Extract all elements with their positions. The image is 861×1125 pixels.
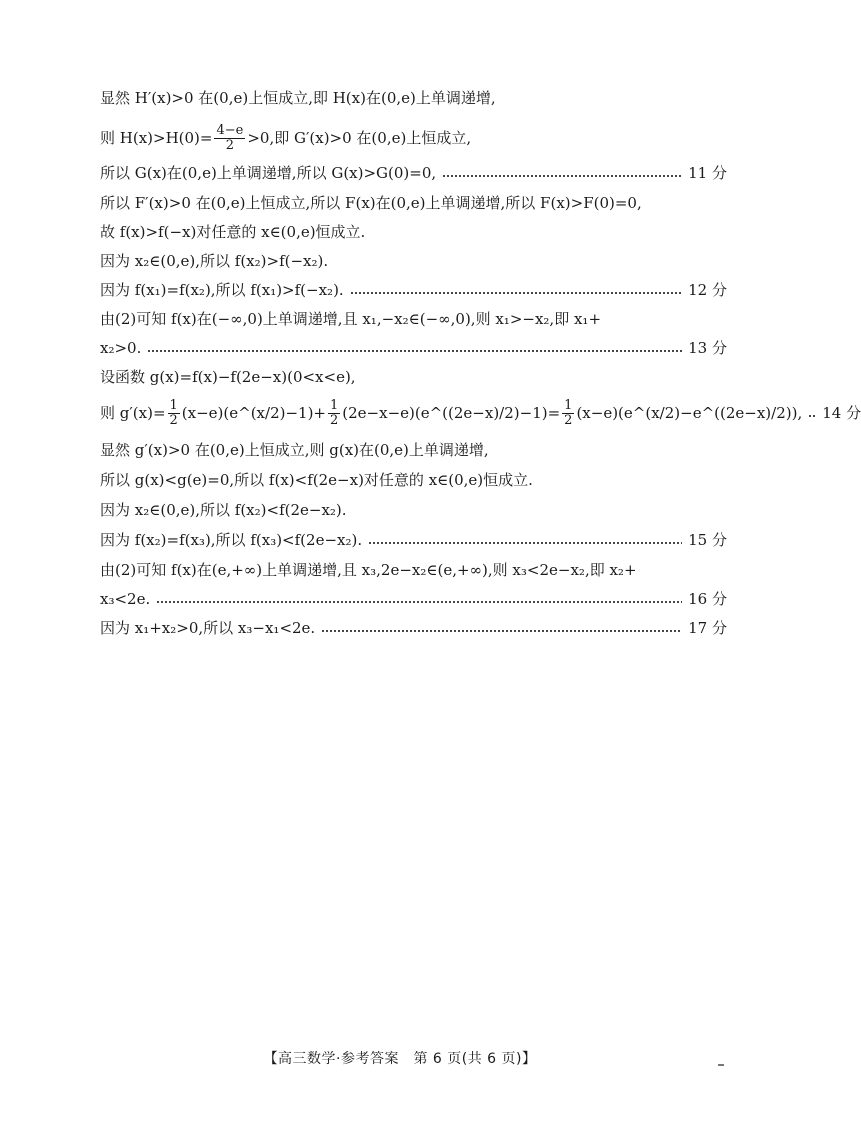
line-text: 由(2)可知 f(x)在(e,+∞)上单调递增,且 x₃,2e−x₂∈(e,+∞),则 x₃<2e−x₂,即 x₂+ [100, 561, 637, 579]
fraction-numerator: 1 [169, 397, 178, 413]
line-text: 因为 x₂∈(0,e),所以 f(x₂)<f(2e−x₂). [100, 501, 347, 519]
solution-line-10 [100, 367, 727, 387]
fraction-denominator: 2 [169, 412, 178, 428]
fraction-denominator: 2 [330, 412, 339, 428]
dot-leader [442, 175, 682, 177]
score-label: 13 分 [688, 339, 727, 357]
dot-leader [368, 542, 682, 544]
solution-line-16 [100, 560, 727, 580]
line-text-pre: 则 H(x)>H(0)= [100, 129, 213, 147]
line-text-mid: (2e−x−e)(e^((2e−x)/2)−1)= [342, 404, 561, 422]
dot-leader [156, 601, 682, 603]
solution-line-3 [100, 163, 727, 183]
solution-line-8 [100, 309, 727, 329]
line-text: 因为 x₂∈(0,e),所以 f(x₂)>f(−x₂). [100, 252, 329, 270]
solution-line-7 [100, 280, 727, 300]
line-text: 所以 g(x)<g(e)=0,所以 f(x)<f(2e−x)对任意的 x∈(0,e)恒成立. [100, 471, 533, 489]
line-text-post: >0,即 G′(x)>0 在(0,e)上恒成立, [247, 129, 472, 147]
solution-line-15 [100, 530, 727, 550]
score-label: 16 分 [688, 590, 727, 608]
dot-leader [350, 292, 682, 294]
fraction-numerator: 1 [564, 397, 573, 413]
dot-leader [321, 630, 682, 632]
solution-line-5 [100, 222, 727, 242]
line-text: 因为 f(x₁)=f(x₂),所以 f(x₁)>f(−x₂). [100, 281, 344, 299]
line-text: 显然 g′(x)>0 在(0,e)上恒成立,则 g(x)在(0,e)上单调递增, [100, 441, 489, 459]
score-label: 14 分 [822, 404, 861, 422]
score-label: 17 分 [688, 619, 727, 637]
solution-line-11 [100, 393, 861, 433]
solution-line-2 [100, 118, 727, 158]
line-text: x₃<2e. [100, 590, 151, 608]
line-text-mid: (x−e)(e^(x/2)−1)+ [181, 404, 326, 422]
line-text: 显然 H′(x)>0 在(0,e)上恒成立,即 H(x)在(0,e)上单调递增, [100, 89, 496, 107]
dot-leader [147, 350, 682, 352]
solution-line-18 [100, 618, 727, 638]
fraction-denominator: 2 [225, 137, 235, 153]
line-text: x₂>0. [100, 339, 142, 357]
score-label: 11 分 [688, 164, 727, 182]
line-text: 因为 x₁+x₂>0,所以 x₃−x₁<2e. [100, 619, 316, 637]
line-text: 由(2)可知 f(x)在(−∞,0)上单调递增,且 x₁,−x₂∈(−∞,0),则 x₁>−x₂,即 x₁+ [100, 310, 602, 328]
solution-line-13 [100, 470, 727, 490]
solution-line-6 [100, 251, 727, 271]
fraction-numerator: 1 [330, 397, 339, 413]
solution-line-12 [100, 440, 727, 460]
score-label: 15 分 [688, 531, 727, 549]
solution-line-14 [100, 500, 727, 520]
line-text: 所以 G(x)在(0,e)上单调递增,所以 G(x)>G(0)=0, [100, 164, 437, 182]
fraction [562, 399, 574, 428]
fraction [214, 124, 245, 153]
fraction [328, 399, 340, 428]
solution-line-9 [100, 338, 727, 358]
page-footer: 【高三数学·参考答案 第 6 页(共 6 页)】 [263, 1051, 537, 1067]
line-text: 故 f(x)>f(−x)对任意的 x∈(0,e)恒成立. [100, 223, 366, 241]
line-text-post: (x−e)(e^(x/2)−e^((2e−x)/2)), [576, 404, 803, 422]
line-text: 设函数 g(x)=f(x)−f(2e−x)(0<x<e), [100, 368, 356, 386]
fraction [168, 399, 180, 428]
solution-line-17 [100, 589, 727, 609]
corner-mark [718, 1064, 724, 1066]
line-text: 所以 F′(x)>0 在(0,e)上恒成立,所以 F(x)在(0,e)上单调递增,所以 F(x)>F(0)=0, [100, 194, 642, 212]
line-text-pre: 则 g′(x)= [100, 404, 166, 422]
line-text: 因为 f(x₂)=f(x₃),所以 f(x₃)<f(2e−x₂). [100, 531, 363, 549]
solution-line-4 [100, 193, 727, 213]
score-label: 12 分 [688, 281, 727, 299]
dot-leader [808, 415, 816, 417]
fraction-denominator: 2 [564, 412, 573, 428]
solution-line-1 [100, 88, 727, 108]
fraction-numerator: 4−e [216, 122, 244, 138]
